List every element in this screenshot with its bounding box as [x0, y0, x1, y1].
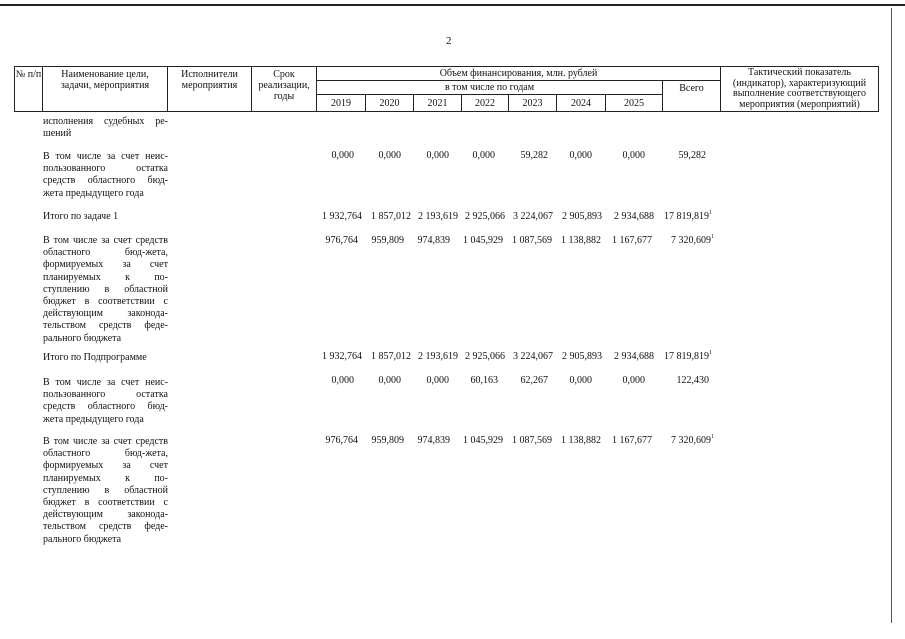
- row4-value-2019: 1 932,764: [322, 351, 362, 362]
- row3-value-2021: 974,839: [417, 235, 450, 246]
- header-funding: Объем финансирования, млн. рублей: [316, 66, 721, 81]
- row5-value-2024: 0,000: [569, 375, 592, 386]
- row3-value-2019: 976,764: [325, 235, 358, 246]
- row6-value-total: 7 320,609$^1$: [671, 434, 714, 446]
- footnote-mark: 1: [711, 434, 714, 440]
- row1-value-2022: 0,000: [472, 150, 495, 161]
- row6-value-2025: 1 167,677: [612, 435, 652, 446]
- header-num: № п/п: [14, 66, 43, 112]
- row4-value-2024: 2 905,893: [562, 351, 602, 362]
- top-border-line: [0, 4, 905, 6]
- header-indicator: Тактический показатель (индикатор), характеризующий выполнение соответствующего мероприятия (мероприятий): [720, 66, 879, 112]
- row-name: В том числе за счет средств областного бюд-жета, формируемых за счет планируемых к по-ступлению в областной бюджет в соответствии с действующим законода-тельством средств феде-рального бюджета: [43, 436, 168, 545]
- row4-value-2025: 2 934,688: [614, 351, 654, 362]
- header-executors: Исполнители мероприятия: [167, 66, 252, 112]
- row5-value-2022: 60,163: [470, 375, 498, 386]
- row4-value-2023: 3 224,067: [513, 351, 553, 362]
- row6-value-2020: 959,809: [371, 435, 404, 446]
- row5-value-2020: 0,000: [378, 375, 401, 386]
- row4-value-2022: 2 925,066: [465, 351, 505, 362]
- row6-value-2024: 1 138,882: [561, 435, 601, 446]
- row1-value-2025: 0,000: [622, 150, 645, 161]
- row5-value-2023: 62,267: [520, 375, 548, 386]
- row1-value-2021: 0,000: [426, 150, 449, 161]
- row3-value-2025: 1 167,677: [612, 235, 652, 246]
- row3-value-total: 7 320,609$^1$: [671, 234, 714, 246]
- header-total: Всего: [662, 80, 721, 112]
- row-name: В том числе за счет средств областного бюд-жета, формируемых за счет планируемых к по-ступлению в областной бюджет в соответствии с действующим законода-тельством средств феде-рального бюджета: [43, 235, 168, 344]
- row3-value-2022: 1 045,929: [463, 235, 503, 246]
- row1-value-total: 59,282: [678, 150, 706, 161]
- row2-value-total: 17 819,819$^1$: [664, 210, 712, 222]
- footnote-mark: 1: [709, 210, 712, 216]
- row3-value-2020: 959,809: [371, 235, 404, 246]
- row2-value-2022: 2 925,066: [465, 211, 505, 222]
- row2-value-2019: 1 932,764: [322, 211, 362, 222]
- page-number: 2: [446, 35, 452, 47]
- row5-value-2025: 0,000: [622, 375, 645, 386]
- row4-value-2020: 1 857,012: [371, 351, 411, 362]
- header-year-2022: 2022: [461, 94, 509, 112]
- row6-value-2023: 1 087,569: [512, 435, 552, 446]
- row-name: исполнения судебных ре-шений: [43, 116, 168, 140]
- row1-value-2024: 0,000: [569, 150, 592, 161]
- row2-value-2020: 1 857,012: [371, 211, 411, 222]
- row3-value-2024: 1 138,882: [561, 235, 601, 246]
- row2-value-2021: 2 193,619: [418, 211, 458, 222]
- row4-value-total: 17 819,819$^1$: [664, 350, 712, 362]
- header-year-2020: 2020: [365, 94, 414, 112]
- row-name: В том числе за счет неис-пользованного остатка средств областного бюд-жета предыдущего года: [43, 151, 168, 199]
- header-term: Срок реализации, годы: [251, 66, 317, 112]
- row6-value-2022: 1 045,929: [463, 435, 503, 446]
- row2-value-2024: 2 905,893: [562, 211, 602, 222]
- header-name: Наименование цели, задачи, мероприятия: [42, 66, 168, 112]
- row1-value-2019: 0,000: [331, 150, 354, 161]
- row5-value-2019: 0,000: [331, 375, 354, 386]
- row3-value-2023: 1 087,569: [512, 235, 552, 246]
- row-name: В том числе за счет неис-пользованного остатка средств областного бюд-жета предыдущего года: [43, 377, 168, 425]
- row6-value-2021: 974,839: [417, 435, 450, 446]
- footnote-mark: 1: [711, 234, 714, 240]
- row-name: Итого по Подпрограмме: [43, 352, 147, 363]
- row5-value-2021: 0,000: [426, 375, 449, 386]
- row1-value-2023: 59,282: [520, 150, 548, 161]
- row2-value-2023: 3 224,067: [513, 211, 553, 222]
- row1-value-2020: 0,000: [378, 150, 401, 161]
- header-by-years: в том числе по годам: [316, 80, 663, 95]
- row4-value-2021: 2 193,619: [418, 351, 458, 362]
- row2-value-2025: 2 934,688: [614, 211, 654, 222]
- header-year-2024: 2024: [556, 94, 606, 112]
- row-name: Итого по задаче 1: [43, 211, 119, 222]
- header-year-2021: 2021: [413, 94, 462, 112]
- header-year-2019: 2019: [316, 94, 366, 112]
- header-year-2025: 2025: [605, 94, 663, 112]
- right-margin-line: [891, 8, 892, 623]
- header-year-2023: 2023: [508, 94, 557, 112]
- row6-value-2019: 976,764: [325, 435, 358, 446]
- footnote-mark: 1: [709, 350, 712, 356]
- row5-value-total: 122,430: [676, 375, 709, 386]
